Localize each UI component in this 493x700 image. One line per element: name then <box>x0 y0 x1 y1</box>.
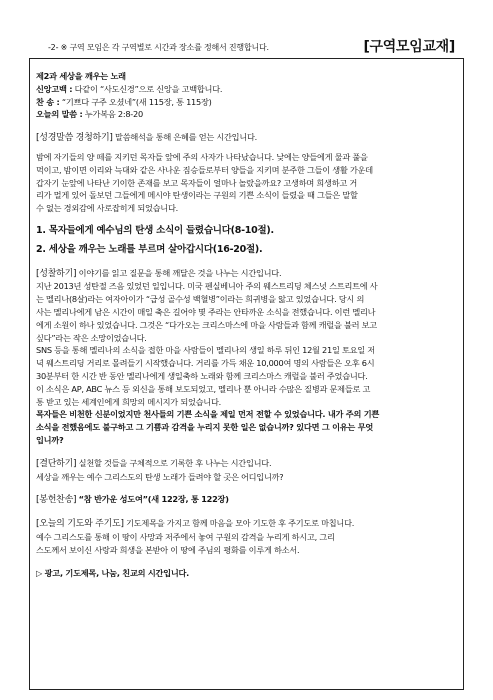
story-line: 사는 멜리나에게 남은 시간이 매일 축은 길어야 몇 주라는 안타까운 소식을 전했습니다. 이런 멜리나 <box>36 306 376 317</box>
creed-label: 신앙고백 : <box>36 83 73 94</box>
offering-hymn-heading: [봉헌찬송] <box>36 495 77 506</box>
hymn-label: 찬 송 : <box>36 96 60 107</box>
prayer-line: 스도께서 보이신 사랑과 희생을 본받아 이 땅에 주님의 평화를 이루게 하소서. <box>36 544 300 555</box>
creed-value: 다같이 “사도신경”으로 신앙을 고백합니다. <box>74 83 223 94</box>
question-line: 목자들은 비천한 신분이었지만 천사들의 기쁜 소식을 제일 먼저 전할 수 있었습니다. 내가 주의 기쁜 <box>36 409 380 420</box>
story-line: 는 멜리나(8살)라는 여자아이가 “급성 골수성 백혈병”이라는 희귀병을 앓고 있었습니다. 당시 의 <box>36 294 365 305</box>
section-listen-heading-row <box>36 131 460 145</box>
story-line: 지난 2013년 성탄절 즈음 있었던 일입니다. 미국 펜실베니아 주의 웨스트리딩 체스넛 스트리트에 사 <box>36 281 378 292</box>
point-2: 2. 세상을 깨우는 노래를 부르며 살아갑시다(16-20절). <box>36 243 263 255</box>
story-line: 에게 소원이 하나 있었습니다. 그것은 “다가오는 크리스마스에 마을 사람들과 함께 캐럴을 불러 보고 <box>36 319 377 330</box>
paragraph-line: 수 없는 경외감에 사로잡히게 되었습니다. <box>36 203 178 214</box>
creed-row <box>36 83 460 96</box>
section-reflect-heading: [성찰하기] <box>36 268 77 279</box>
header-title: [구역모임교재] <box>363 39 455 55</box>
scripture-label: 오늘의 말씀 : <box>36 109 83 120</box>
paragraph-line: 갑자기 눈앞에 나타난 기이한 존재를 보고 목자들이 얼마나 놀랐을까요? 고생하며 희생하고 거 <box>36 177 358 188</box>
question-line: 입니까? <box>36 434 64 445</box>
offering-hymn-value: “참 반가운 성도여”(새 122장, 통 122장) <box>78 494 229 505</box>
closing-note: ▷ 광고, 기도제목, 나눔, 친교의 시간입니다. <box>36 567 190 578</box>
story-line: 이 소식은 AP, ABC 뉴스 등 외신을 통해 보도되었고, 멜리나 뿐 아니라 수많은 질병과 문제들로 고 <box>36 383 371 394</box>
section-reflect-heading-row <box>36 267 460 281</box>
section-listen-heading: [성경말씀 경청하기] <box>36 133 113 144</box>
page-header <box>0 34 493 56</box>
scripture-value: 누가복음 2:8-20 <box>84 109 143 120</box>
paragraph-line: 리가 멀게 있어 돌보던 그들에게 메시야 탄생이라는 구원의 기쁜 소식이 들렸을 때 그들은 말할 <box>36 190 358 201</box>
hymn-value: “기쁘다 구주 오셨네”(새 115장, 통 115장) <box>61 96 212 107</box>
paragraph-line: 밤에 자기들의 양 떼를 지키던 목자들 앞에 주의 사자가 나타났습니다. 낮에는 양들에게 물과 풀을 <box>36 151 368 162</box>
header-note: -2- ※ 구역 모임은 각 구역별로 시간과 장소를 정해서 진행합니다. <box>48 43 269 52</box>
lesson-content <box>36 70 460 579</box>
hymn-row <box>36 96 460 109</box>
point-1: 1. 목자들에게 예수님의 탄생 소식이 들렸습니다(8-10절). <box>36 224 274 236</box>
story-line: SNS 등을 통해 멜리나의 소식을 접한 마을 사람들이 멜리나의 생일 하루 뒤인 12월 21일 토요일 저 <box>36 345 375 356</box>
section-decide-heading: [결단하기] <box>36 458 77 469</box>
story-line: 녁 웨스트리딩 거리로 몰려들기 시작했습니다. 거리를 가득 채운 10,000여 명의 사람들은 오후 6시 <box>36 358 375 369</box>
decide-line: 세상을 깨우는 예수 그리스도의 탄생 노래가 들려야 할 곳은 어디입니까? <box>36 471 284 482</box>
lesson-title: 제2과 세상을 깨우는 노래 <box>36 71 126 81</box>
offering-hymn-row <box>36 493 460 507</box>
section-decide-desc: 실천할 것들을 구체적으로 기록한 후 나누는 시간입니다. <box>78 457 272 468</box>
section-prayer-desc: 기도제목을 가지고 함께 마음을 모아 기도한 후 주기도로 마칩니다. <box>126 518 355 529</box>
story-line: 통 받고 있는 세계인에게 희망의 메시지가 되었습니다. <box>36 396 221 407</box>
prayer-line: 예수 그리스도를 통해 이 땅이 사망과 저주에서 놓여 구원의 감격을 누리게 하시고, 그리 <box>36 531 335 542</box>
story-line: 싶다”라는 작은 소망이었습니다. <box>36 332 147 343</box>
paragraph-line: 먹이고, 밤이면 이리와 늑대와 같은 사나운 짐승들로부터 양들을 지키며 분주한 그들이 생활 가운데 <box>36 164 373 175</box>
section-prayer-heading: [오늘의 기도와 주기도] <box>36 519 124 530</box>
scripture-row <box>36 108 460 121</box>
section-prayer-heading-row <box>36 517 460 531</box>
story-line: 30분부터 한 시간 반 동안 멜리나에게 생일축하 노래와 함께 크리스마스 캐럴을 불러 주었습니다. <box>36 370 368 381</box>
section-reflect-desc: 이야기를 읽고 질문을 통해 깨달은 것을 나누는 시간입니다. <box>78 267 282 278</box>
section-listen-desc: 말씀해석을 통해 은혜를 얻는 시간입니다. <box>115 132 258 143</box>
question-line: 소식을 전했음에도 불구하고 그 기쁨과 감격을 누리지 못한 일은 없습니까? 있다면 그 이유는 무엇 <box>36 422 374 433</box>
section-decide-heading-row <box>36 457 460 471</box>
